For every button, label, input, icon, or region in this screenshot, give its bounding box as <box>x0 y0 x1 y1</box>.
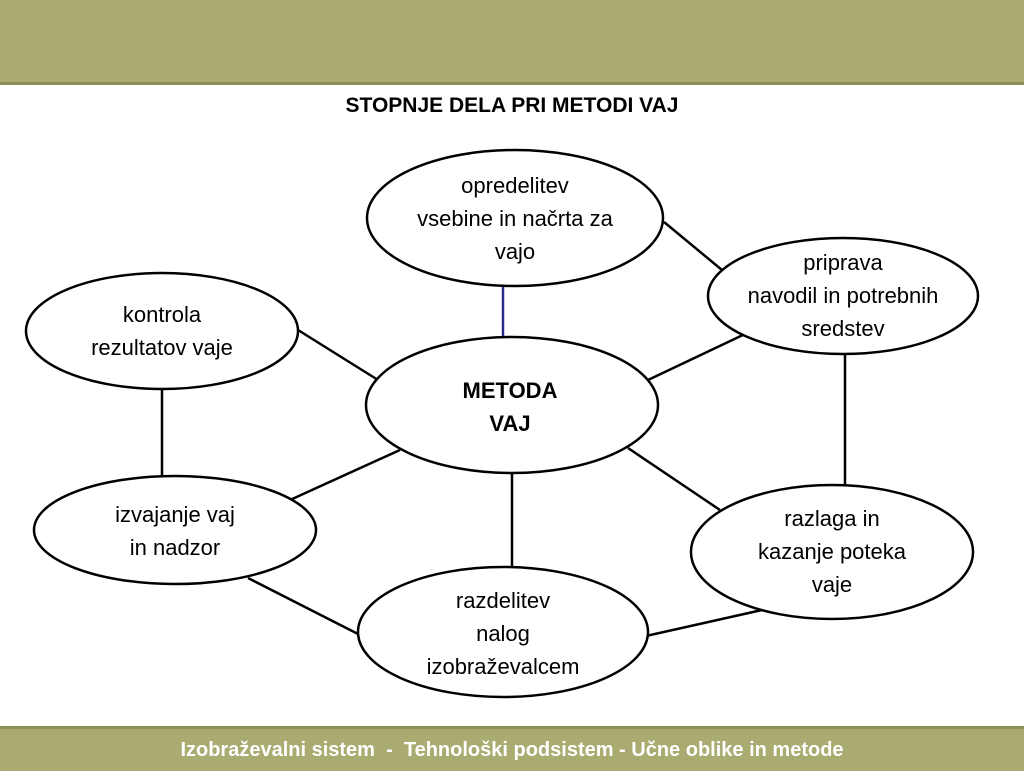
connector-center-izvajanje <box>290 450 400 500</box>
node-kontrola-label: kontrola rezultatov vaje <box>91 302 233 360</box>
node-razlaga-label: razlaga in kazanje poteka vaje <box>758 505 906 597</box>
connector-razdelitev-razlaga <box>646 610 762 636</box>
footer-band <box>0 726 1024 771</box>
footer-text: Izobraževalni sistem - Tehnološki podsistem - Učne oblike in metode <box>180 738 844 761</box>
node-center-label: METODA VAJ <box>462 378 558 436</box>
node-izvajanje-label: izvajanje vaj in nadzor <box>115 502 235 560</box>
connector-izvajanje-razdelitev <box>248 578 360 635</box>
node-opredelitev-label: opredelitev vsebine in načrta za vajo <box>417 172 613 264</box>
node-razdelitev-label: razdelitev nalog izobraževalcem <box>426 587 580 679</box>
connector-kontrola-center <box>298 330 378 380</box>
diagram-title: STOPNJE DELA PRI METODI VAJ <box>345 94 679 117</box>
node-priprava-label: priprava navodil in potrebnih sredstev <box>747 249 939 341</box>
